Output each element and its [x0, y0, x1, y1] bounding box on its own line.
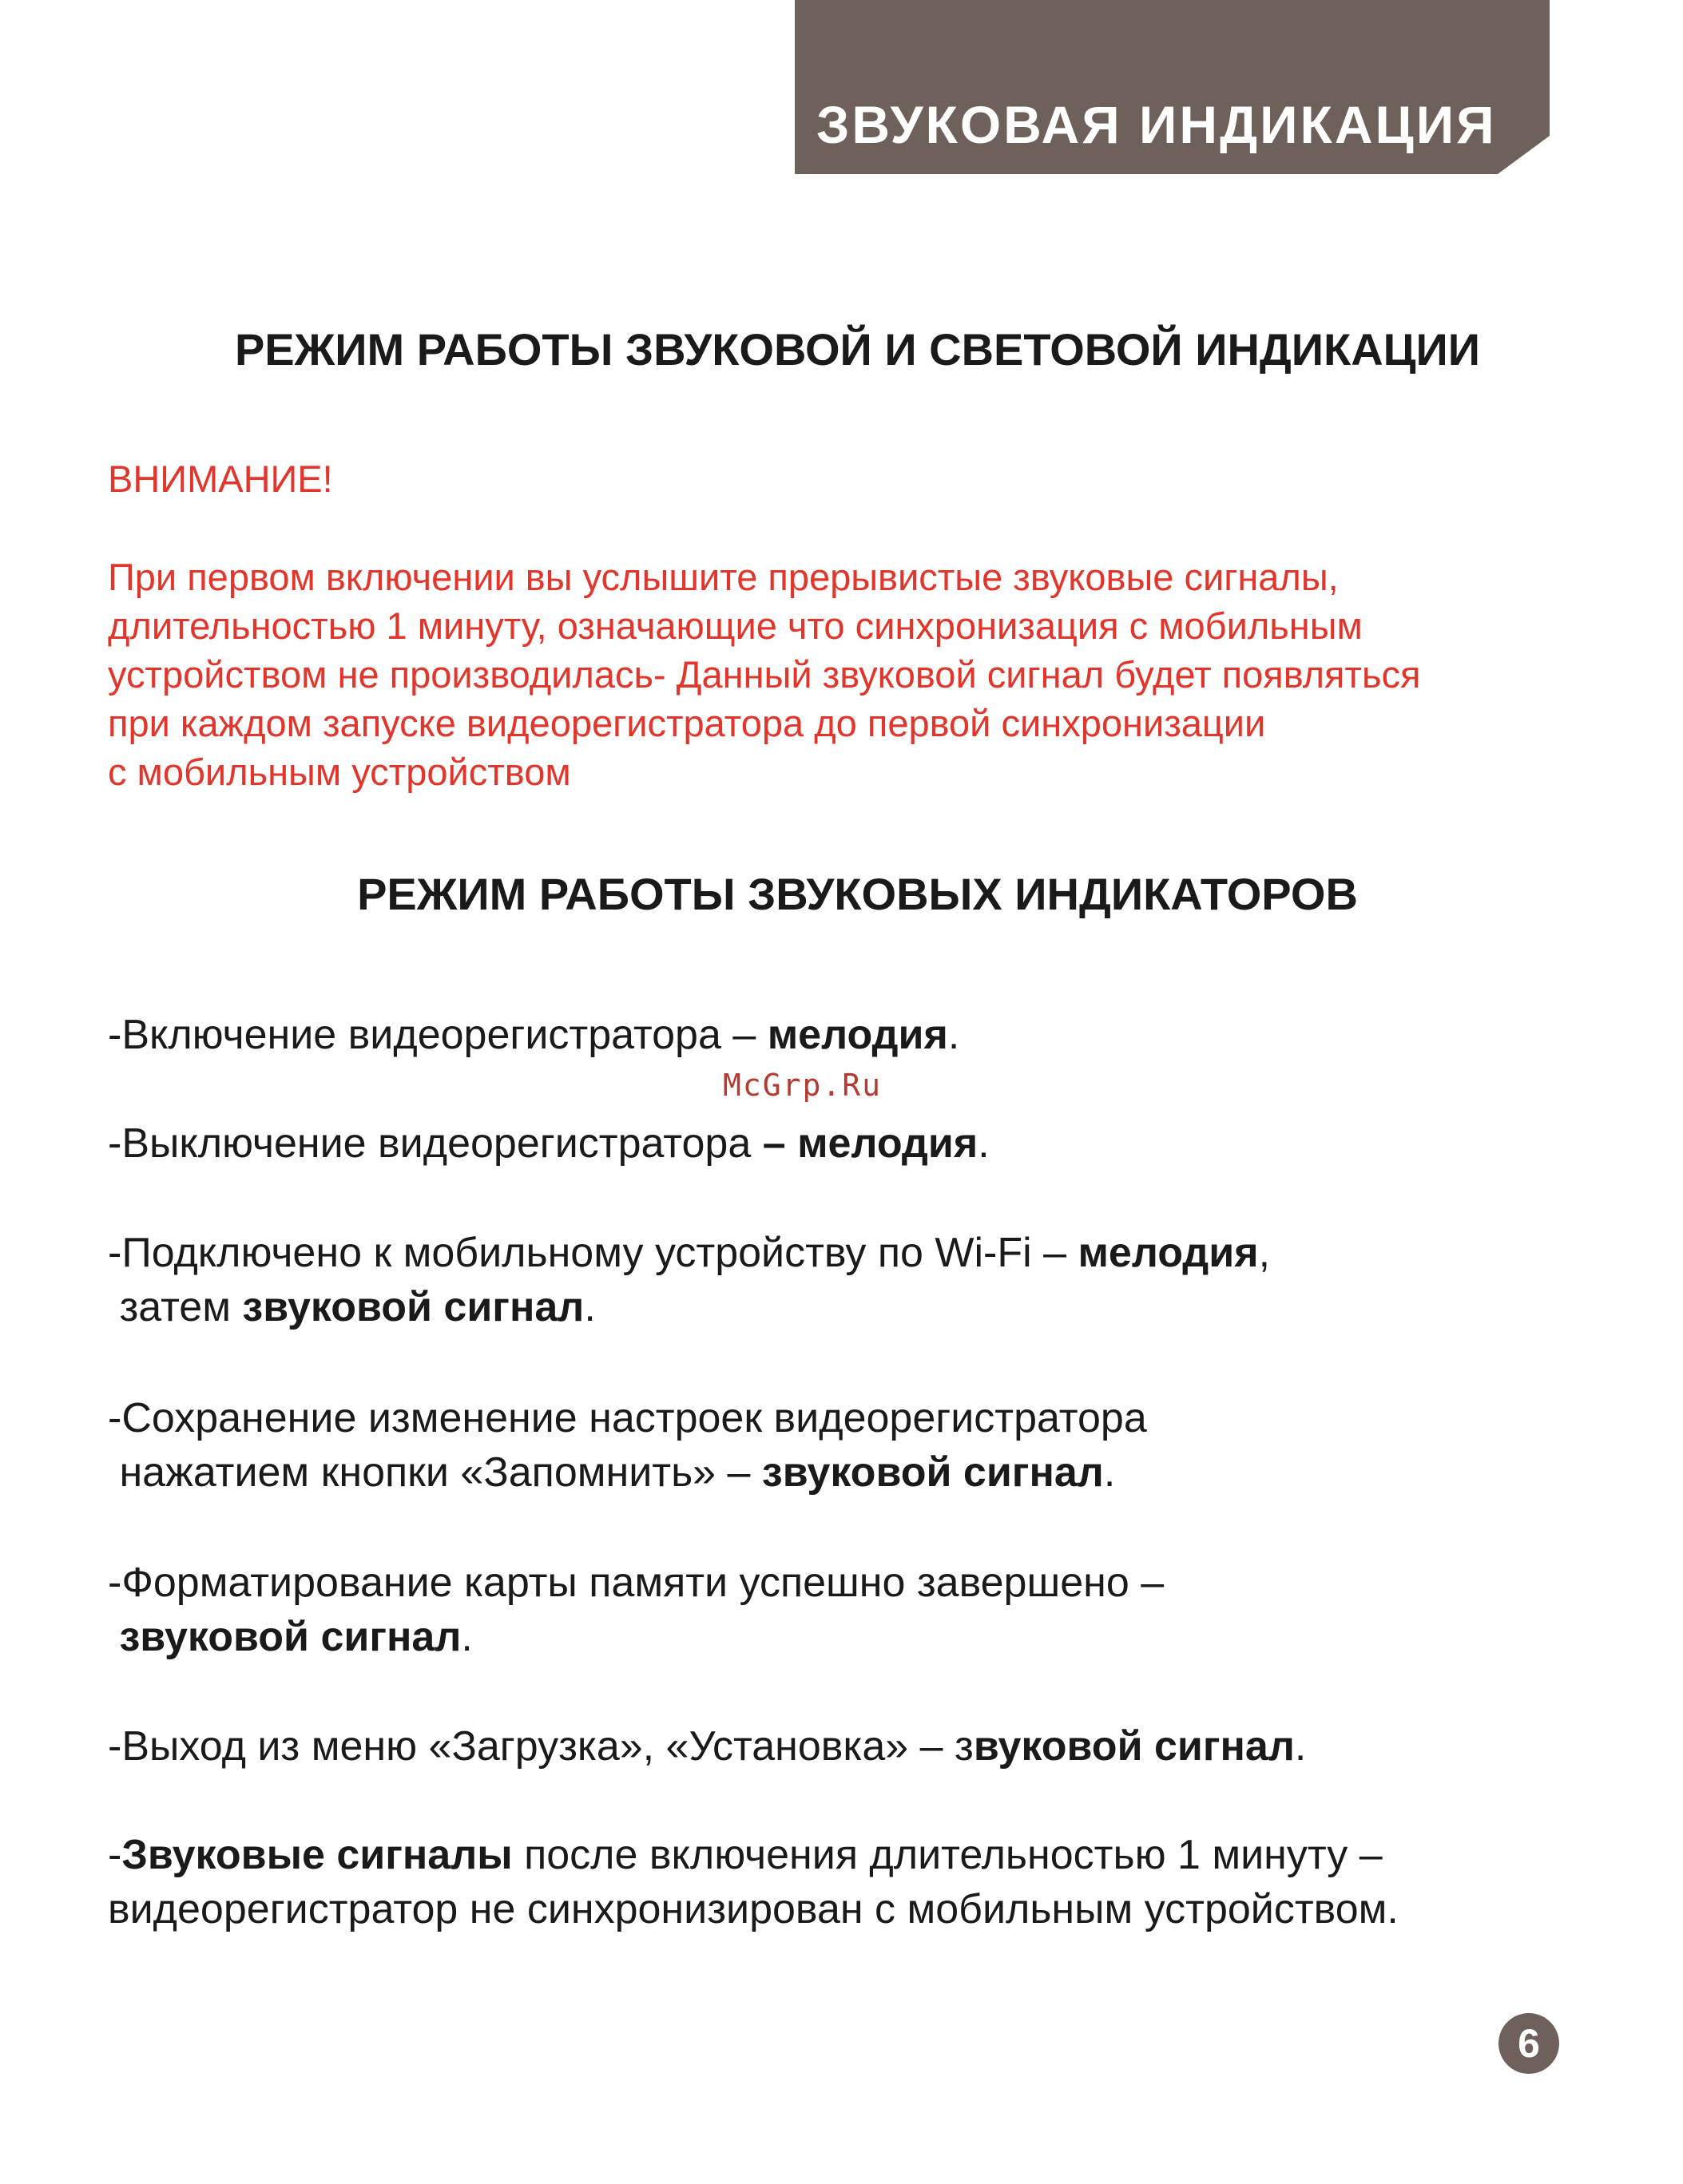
item-text: затем [108, 1284, 243, 1330]
list-item [108, 1719, 1641, 1774]
warning-line: при каждом запуске видеорегистратора до первой синхронизации [108, 702, 1266, 744]
item-text: . [461, 1614, 473, 1660]
item-text: -Форматирование карты памяти успешно завершено – [108, 1560, 1165, 1606]
item-text: . [1103, 1449, 1116, 1496]
item-text: видеорегистратор не синхронизирован с мобильным устройством. [108, 1886, 1399, 1932]
list-item [108, 1391, 1641, 1500]
item-bold-text: звуковой сигнал [761, 1449, 1104, 1496]
item-bold-text: – мелодия [762, 1120, 978, 1167]
list-item [108, 1116, 1641, 1171]
list-item [108, 1226, 1641, 1334]
page-title: ЗВУКОВАЯ ИНДИКАЦИЯ [816, 95, 1497, 154]
page-number: 6 [1498, 2013, 1559, 2074]
warning-line: При первом включении вы услышите прерывистые звуковые сигналы, [108, 556, 1339, 598]
item-text: - [108, 1832, 122, 1878]
item-text: -Выход из меню «Загрузка», «Установка» – з [108, 1723, 974, 1770]
warning-text [108, 553, 1625, 796]
item-text: . [584, 1284, 596, 1330]
item-bold-text: вуковой сигнал [973, 1723, 1295, 1770]
watermark: McGrp.Ru [723, 1068, 883, 1103]
list-item [108, 1008, 1641, 1062]
item-text: нажатием кнопки «Запомнить» – [108, 1449, 762, 1496]
warning-line: длительностью 1 минуту, означающие что синхронизация с мобильным [108, 604, 1363, 647]
item-text: -Сохранение изменение настроек видеорегистратора [108, 1395, 1147, 1441]
item-bold-text: звуковой сигнал [119, 1614, 462, 1660]
section-heading-modes: РЕЖИМ РАБОТЫ ЗВУКОВОЙ И СВЕТОВОЙ ИНДИКАЦИИ [234, 324, 1481, 375]
item-text: . [947, 1012, 960, 1058]
item-text: -Включение видеорегистратора – [108, 1012, 768, 1058]
warning-line: с мобильным устройством [108, 751, 571, 793]
warning-title: ВНИМАНИЕ! [108, 458, 333, 500]
warning-line: устройством не производилась- Данный звуковой сигнал будет появляться [108, 653, 1421, 696]
item-bold-text: мелодия [1078, 1230, 1259, 1276]
list-item [108, 1828, 1641, 1936]
item-text: , [1258, 1230, 1271, 1276]
item-bold-text: Звуковые сигналы [121, 1832, 513, 1878]
item-bold-text: мелодия [767, 1012, 948, 1058]
list-item [108, 1556, 1641, 1664]
item-text: после включения длительностью 1 минуту – [512, 1832, 1383, 1878]
section-heading-sound-indicators: РЕЖИМ РАБОТЫ ЗВУКОВЫХ ИНДИКАТОРОВ [357, 869, 1358, 919]
item-bold-text: звуковой сигнал [242, 1284, 585, 1330]
item-text: . [978, 1120, 990, 1167]
item-text: . [1294, 1723, 1307, 1770]
item-text [108, 1614, 119, 1660]
item-text: -Выключение видеорегистратора [108, 1120, 763, 1167]
item-text: -Подключено к мобильному устройству по Wi-Fi – [108, 1230, 1078, 1276]
